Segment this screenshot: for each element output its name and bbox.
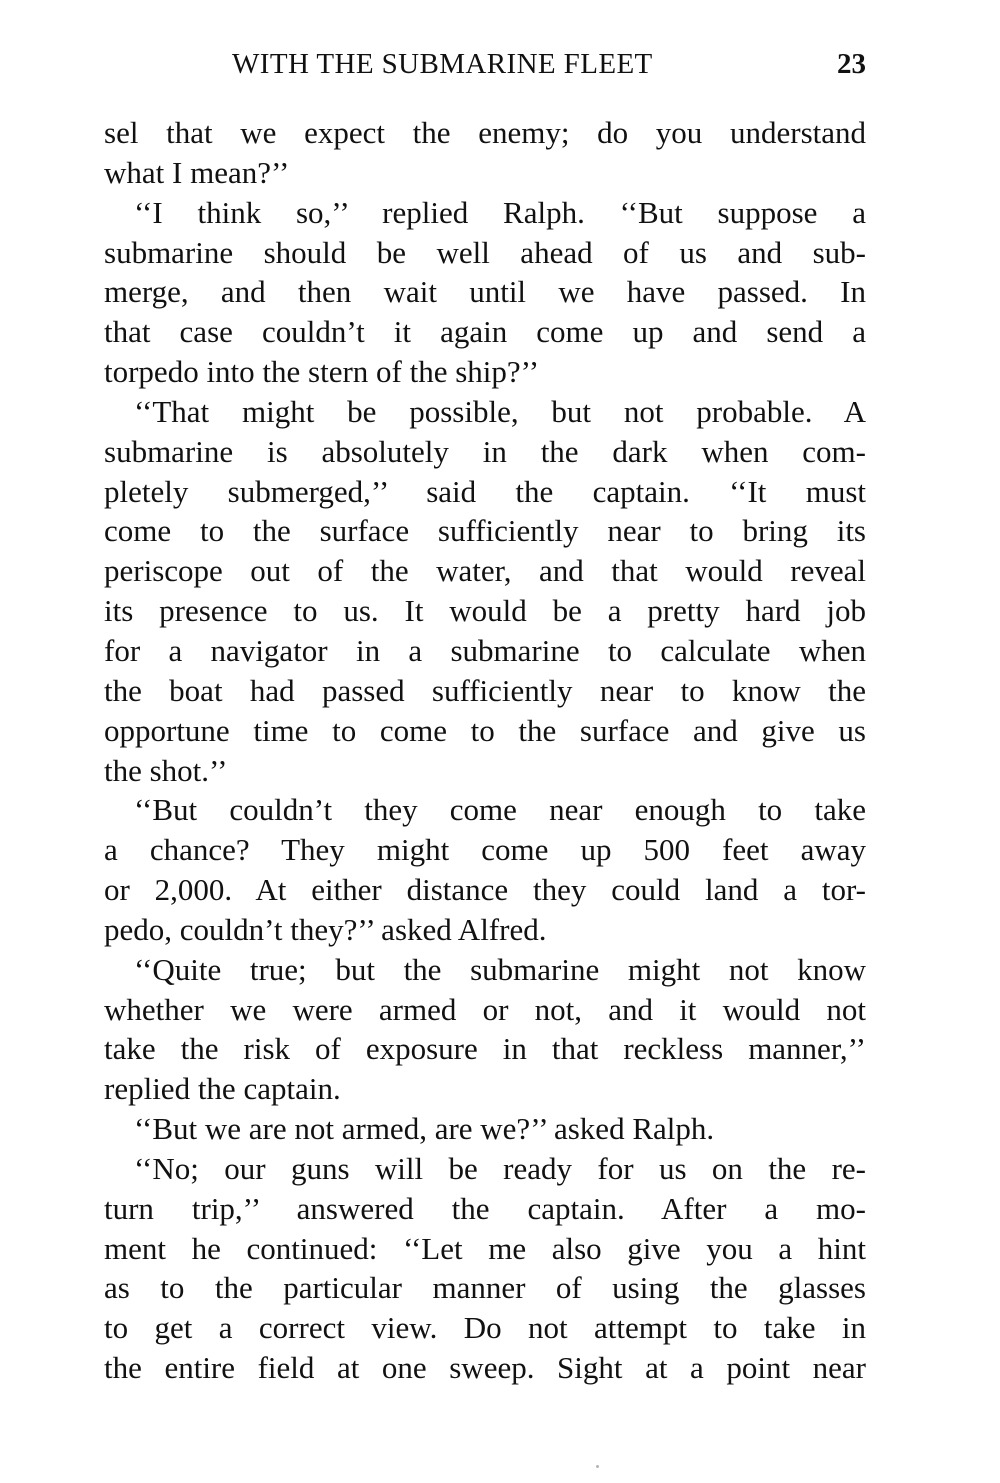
text-line: as to the particular manner of using the glasses	[104, 1270, 866, 1306]
text-line: sel that we expect the enemy; do you understand	[104, 115, 866, 150]
paper-speck	[596, 1465, 599, 1468]
text-line: turn trip,’’ answered the captain. After a mo-	[104, 1190, 866, 1226]
text-line: pedo, couldn’t they?’’ asked Alfred.	[104, 911, 547, 947]
text-line: torpedo into the stern of the ship?’’	[104, 354, 540, 390]
text-line: ‘‘No; our guns will be ready for us on the re-	[134, 1150, 866, 1186]
text-line: the boat had passed sufficiently near to know the	[104, 672, 866, 708]
text-line: submarine should be well ahead of us and sub-	[104, 234, 866, 270]
text-line: the entire field at one sweep. Sight at a point near	[104, 1350, 866, 1386]
text-line: opportune time to come to the surface and give us	[104, 712, 866, 748]
text-line: periscope out of the water, and that would reveal	[104, 553, 866, 589]
text-body	[104, 113, 866, 1388]
text-line: a chance? They might come up 500 feet away	[104, 832, 866, 868]
text-line: submarine is absolutely in the dark when com-	[104, 433, 866, 469]
text-line: ‘‘But we are not armed, are we?’’ asked Ralph.	[134, 1111, 715, 1147]
text-line: its presence to us. It would be a pretty hard job	[104, 593, 866, 629]
text-line: ‘‘I think so,’’ replied Ralph. ‘‘But suppose a	[134, 194, 866, 230]
running-title: WITH THE SUBMARINE FLEET	[232, 48, 653, 80]
text-line: ‘‘That might be possible, but not probable. A	[134, 393, 866, 429]
text-line: whether we were armed or not, and it would not	[104, 991, 866, 1027]
text-line: replied the captain.	[104, 1071, 341, 1107]
text-line: ‘‘Quite true; but the submarine might not know	[134, 951, 866, 987]
text-line: or 2,000. At either distance they could land a tor-	[104, 872, 866, 908]
text-line: ment he continued: ‘‘Let me also give you a hint	[104, 1230, 866, 1266]
text-line: for a navigator in a submarine to calculate when	[104, 632, 866, 668]
text-line: take the risk of exposure in that reckless manner,’’	[104, 1031, 866, 1067]
text-line: that case couldn’t it again come up and send a	[104, 314, 866, 350]
running-head	[104, 42, 866, 86]
text-line: pletely submerged,’’ said the captain. ‘‘It must	[104, 473, 866, 509]
text-line: what I mean?’’	[104, 154, 290, 190]
text-line: the shot.’’	[104, 752, 228, 788]
text-line: come to the surface sufficiently near to bring its	[104, 513, 866, 549]
page-number: 23	[837, 48, 866, 80]
text-line: merge, and then wait until we have passed. In	[104, 274, 866, 310]
text-line: ‘‘But couldn’t they come near enough to take	[134, 792, 866, 828]
text-line: to get a correct view. Do not attempt to take in	[104, 1310, 866, 1346]
